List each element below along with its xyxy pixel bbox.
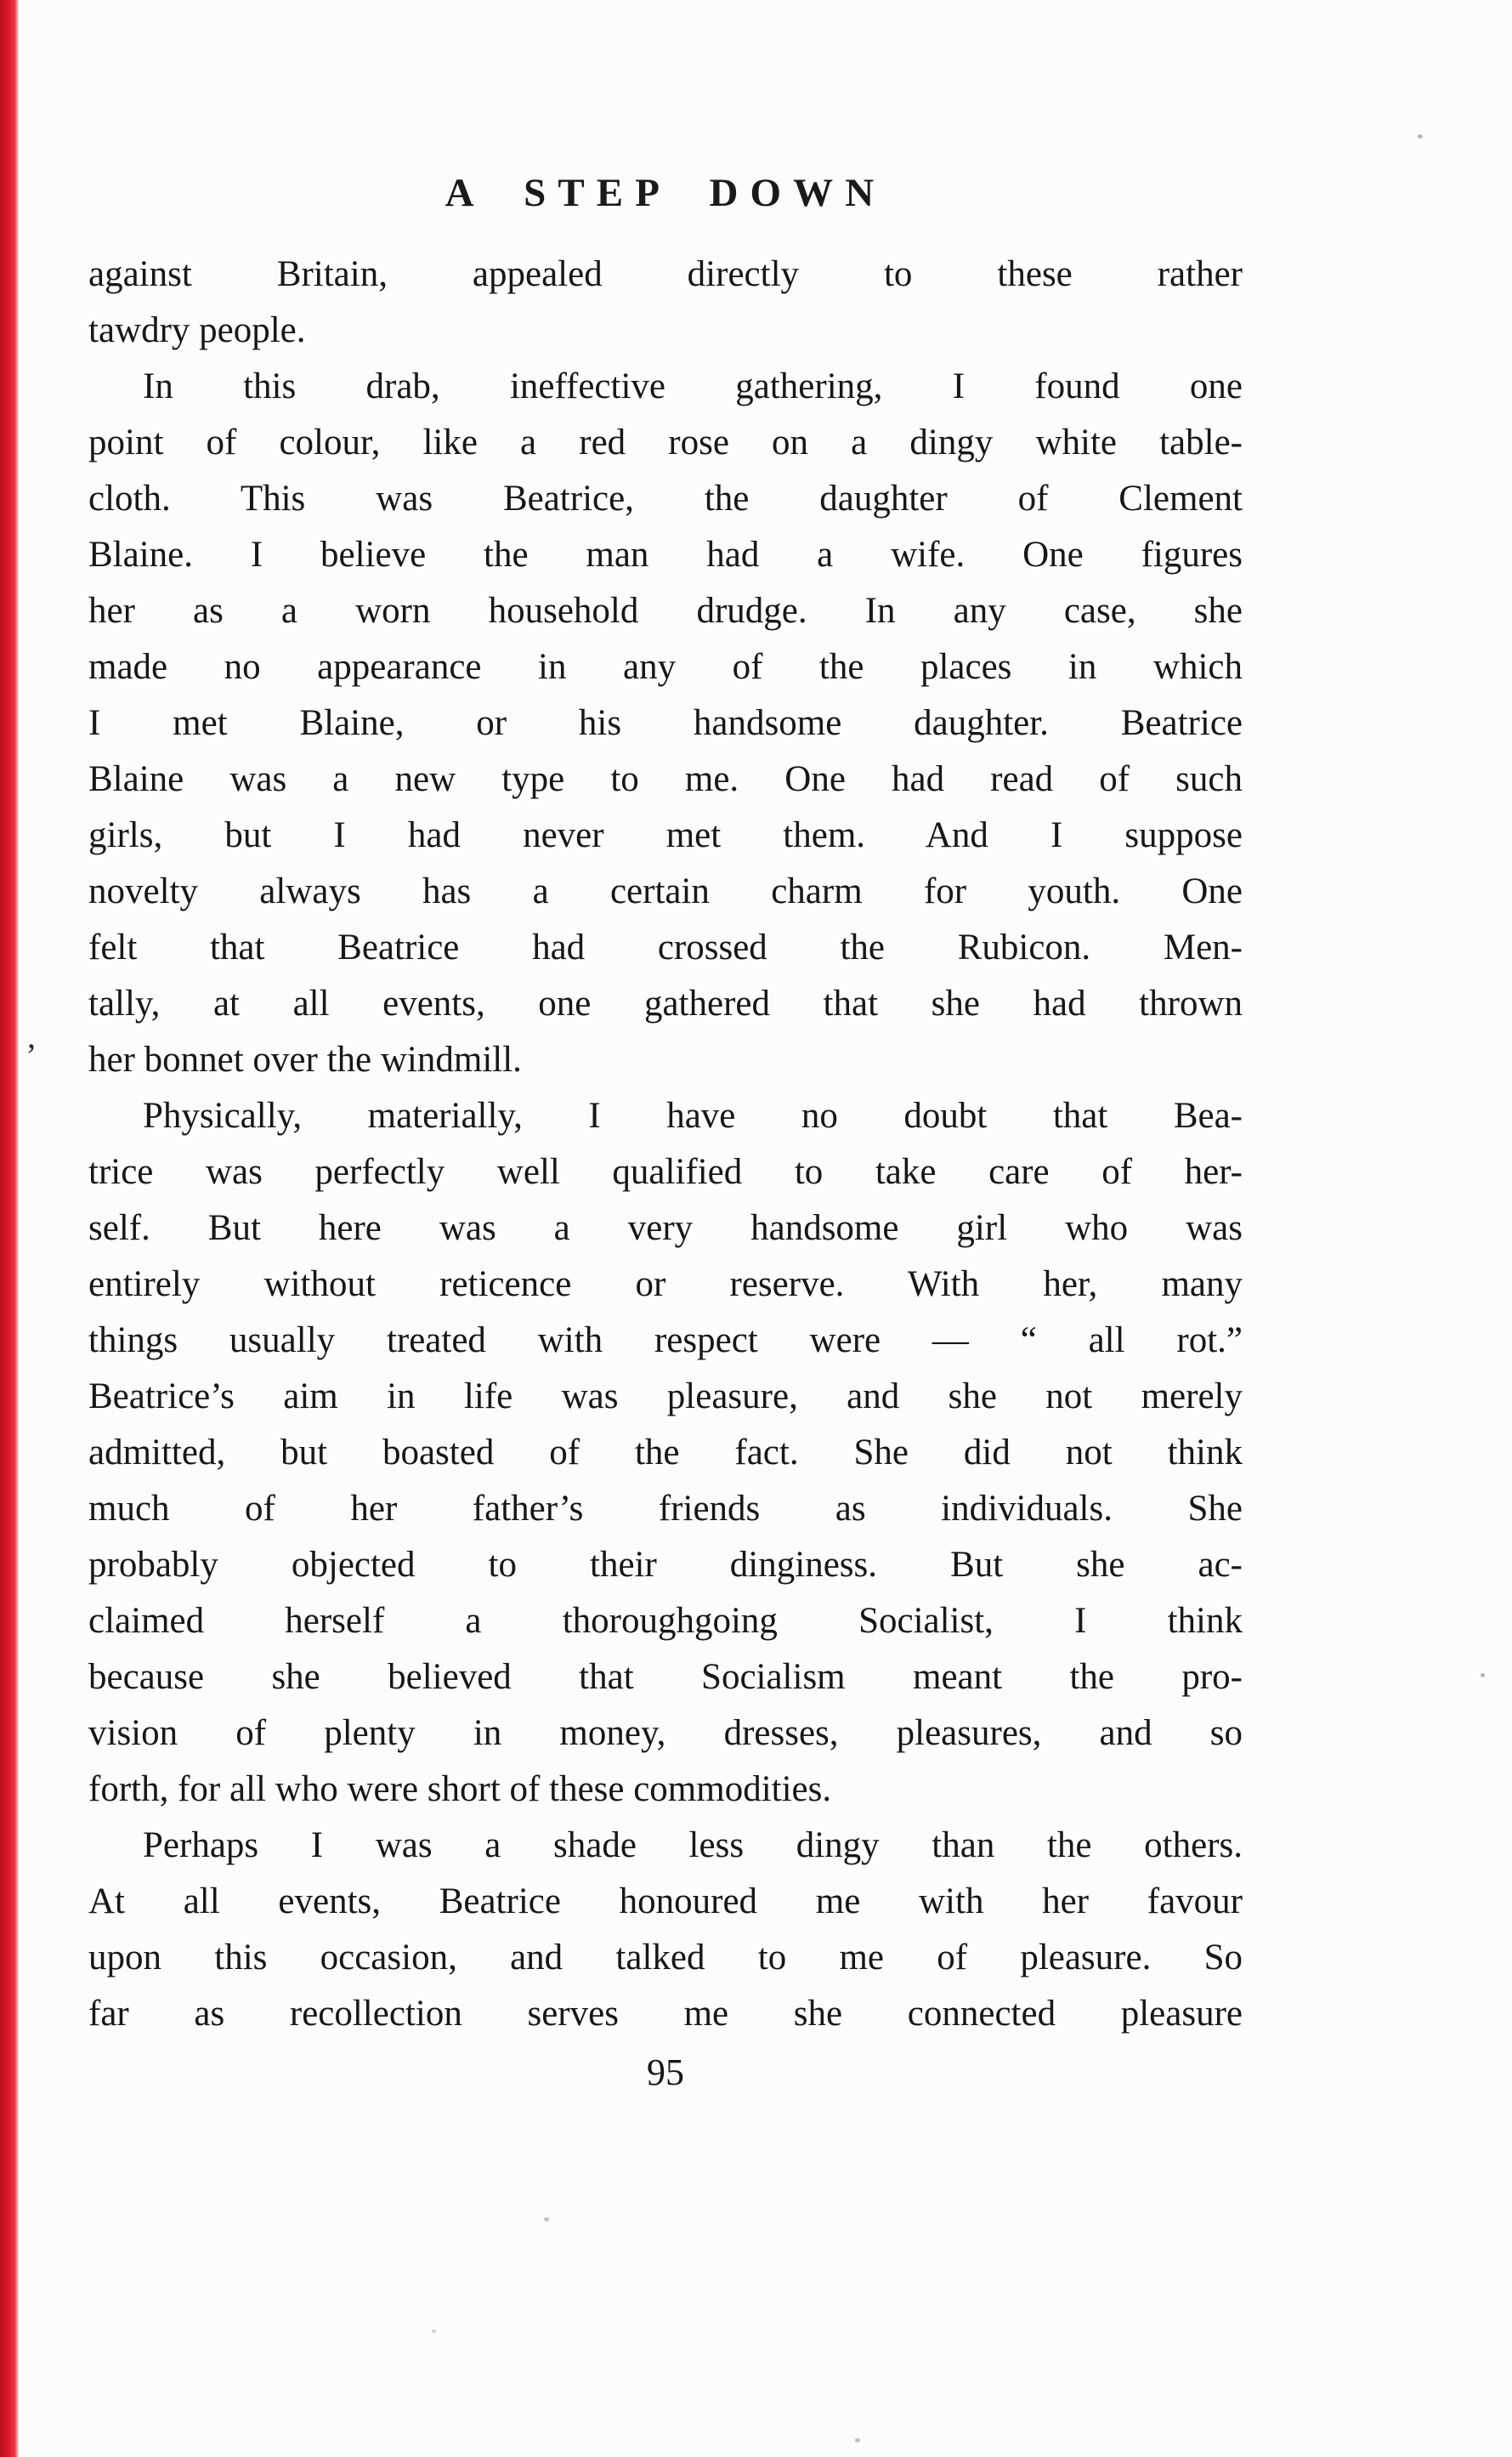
text-line: Blaine. I believe the man had a wife. One figures (88, 535, 1243, 575)
text-line: novelty always has a certain charm for youth. One (88, 871, 1243, 911)
scan-speck (855, 2438, 860, 2443)
scan-speck (432, 2329, 436, 2333)
text-line: far as recollection serves me she connected pleasure (88, 1994, 1243, 2034)
page-content (88, 170, 1243, 2098)
text-line: In this drab, ineffective gathering, I found one (143, 366, 1243, 406)
margin-mark: ’ (25, 1036, 37, 1075)
running-header: A STEP DOWN (445, 171, 886, 215)
scan-speck (1481, 1673, 1485, 1677)
text-line: Beatrice’s aim in life was pleasure, and she not merely (88, 1376, 1243, 1416)
text-line: much of her father’s friends as individuals. She (88, 1489, 1243, 1529)
text-block (88, 247, 1243, 2042)
text-line: her as a worn household drudge. In any case, she (88, 591, 1243, 631)
text-line: because she believed that Socialism meant the pro- (88, 1657, 1243, 1697)
text-line: trice was perfectly well qualified to take care of her- (88, 1152, 1243, 1192)
scan-speck (544, 2217, 549, 2222)
text-line: self. But here was a very handsome girl who was (88, 1208, 1243, 1248)
text-line: against Britain, appealed directly to these rather (88, 254, 1243, 294)
text-line: forth, for all who were short of these commodities. (88, 1769, 832, 1809)
text-line: tawdry people. (88, 310, 306, 350)
text-line: girls, but I had never met them. And I suppose (88, 815, 1243, 855)
text-line: things usually treated with respect were — “ all rot.” (88, 1320, 1243, 1360)
scan-speck (1418, 134, 1423, 139)
text-line: admitted, but boasted of the fact. She did not think (88, 1433, 1243, 1472)
text-line: cloth. This was Beatrice, the daughter of Clement (88, 479, 1243, 519)
text-line: Physically, materially, I have no doubt that Bea- (143, 1096, 1243, 1136)
text-line: her bonnet over the windmill. (88, 1040, 522, 1080)
text-line: upon this occasion, and talked to me of pleasure. So (88, 1938, 1243, 1978)
text-line: At all events, Beatrice honoured me with her favour (88, 1881, 1243, 1921)
text-line: made no appearance in any of the places in which (88, 647, 1243, 687)
page-number: 95 (647, 2051, 684, 2093)
text-line: entirely without reticence or reserve. With her, many (88, 1264, 1243, 1304)
text-line: probably objected to their dinginess. But she ac- (88, 1545, 1243, 1585)
text-line: I met Blaine, or his handsome daughter. Beatrice (88, 703, 1243, 743)
text-line: point of colour, like a red rose on a dingy white table- (88, 423, 1243, 462)
text-line: tally, at all events, one gathered that she had thrown (88, 984, 1243, 1024)
text-line: vision of plenty in money, dresses, pleasures, and so (88, 1713, 1243, 1753)
binding-edge (0, 0, 19, 2457)
text-line: Blaine was a new type to me. One had read of such (88, 759, 1243, 799)
text-line: claimed herself a thoroughgoing Socialist, I think (88, 1601, 1243, 1641)
text-line: felt that Beatrice had crossed the Rubicon. Men- (88, 928, 1243, 967)
text-line: Perhaps I was a shade less dingy than the others. (143, 1825, 1243, 1865)
